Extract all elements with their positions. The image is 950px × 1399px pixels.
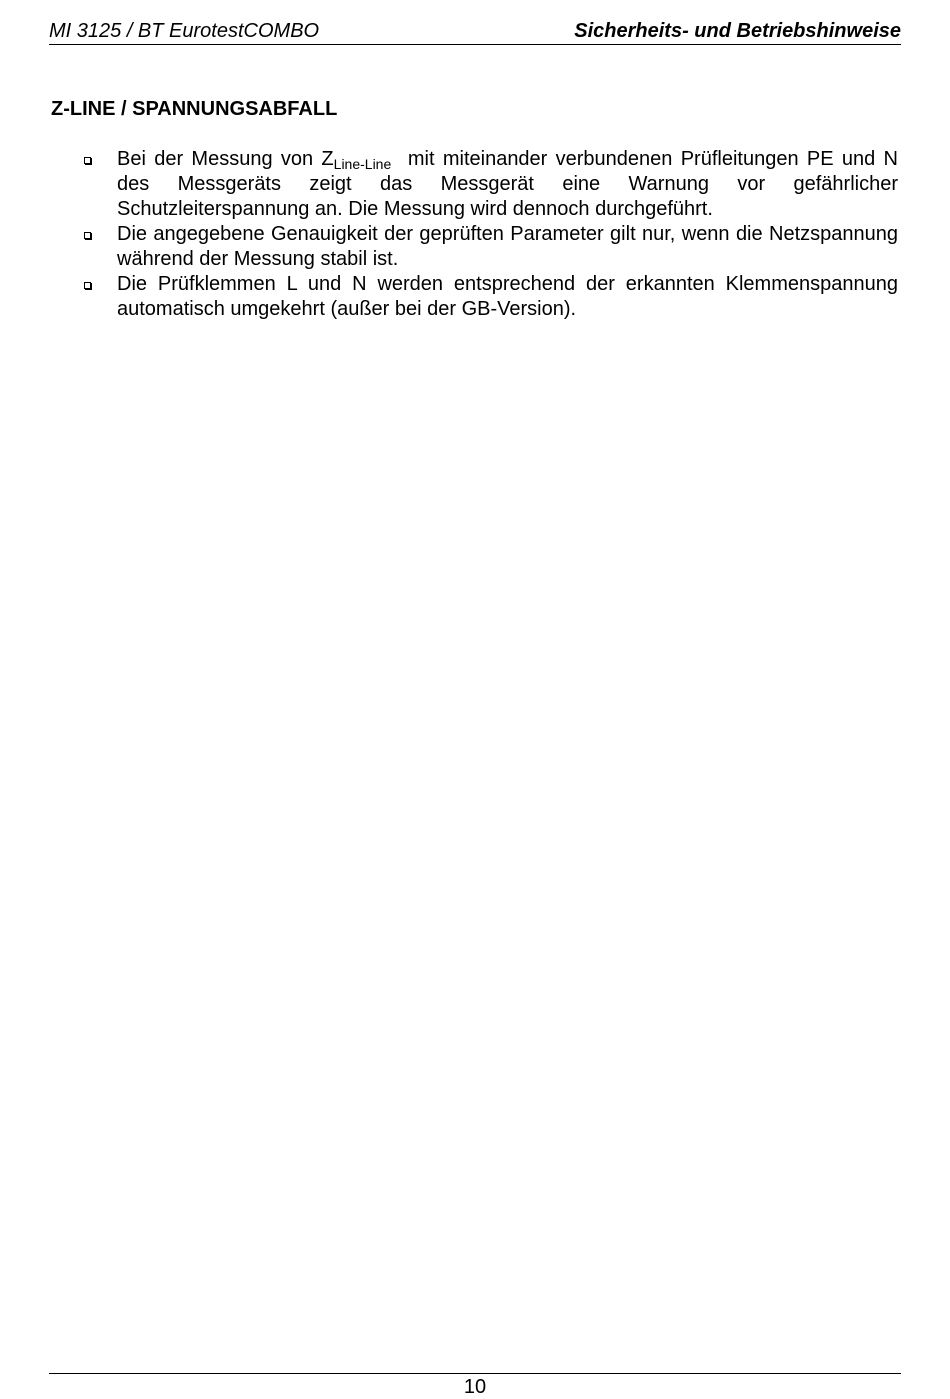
page-header: [49, 18, 901, 45]
bullet-text: Die angegebene Genauigkeit der geprüften Parameter gilt nur, wenn die Netzspannung während der Messung stabil ist.: [117, 223, 898, 270]
bullet-text-post: mit miteinander verbundenen Prüfleitungen PE und N des Messgeräts zeigt das Messgerät eine Warnung vor gefährlicher Schutzleiterspannung an. Die Messung wird dennoch durchgeführt.: [117, 148, 904, 220]
subscript-text: Line-Line: [333, 156, 392, 172]
list-item: [80, 222, 898, 272]
square-bullet-icon: [84, 232, 91, 239]
section-heading: Z-LINE / SPANNUNGSABFALL: [51, 98, 338, 120]
bullet-text-pre: Bei der Messung von Z: [117, 148, 334, 170]
bullet-list: [80, 147, 904, 322]
square-bullet-icon: [84, 157, 91, 164]
footer-rule: [49, 1373, 901, 1374]
page-number: 10: [463, 1376, 487, 1398]
list-item: [80, 272, 898, 322]
header-document-title: MI 3125 / BT EurotestCOMBO: [49, 20, 320, 42]
square-bullet-icon: [84, 282, 91, 289]
list-item: [80, 147, 904, 222]
bullet-text: Die Prüfklemmen L und N werden entsprechend der erkannten Klemmenspannung automatisch umgekehrt (außer bei der GB-Version).: [117, 273, 898, 320]
header-chapter-title: Sicherheits- und Betriebshinweise: [574, 20, 901, 42]
